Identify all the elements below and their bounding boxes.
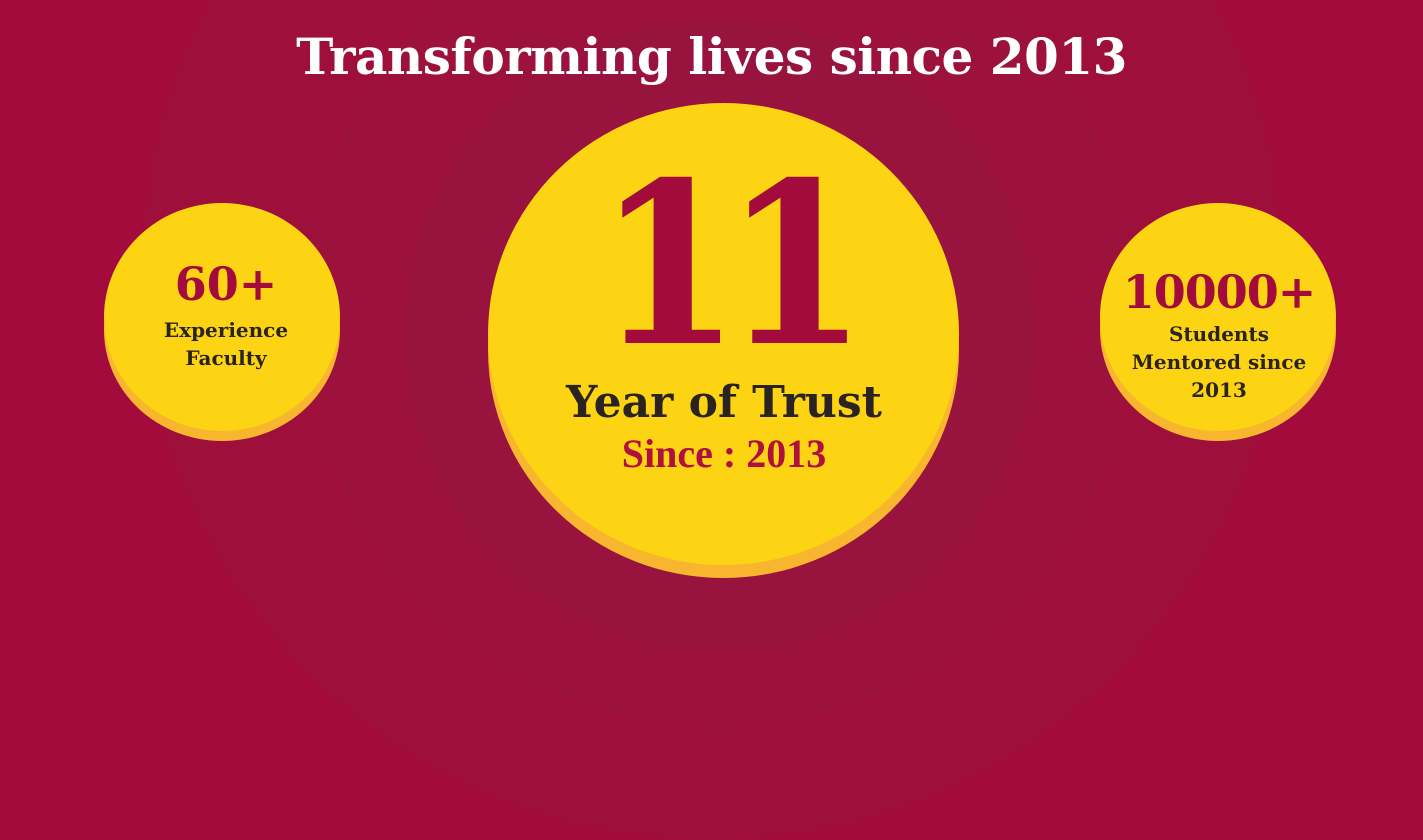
students-label-line3: 2013 [1191, 378, 1247, 402]
students-stat-badge [1100, 203, 1338, 443]
years-label: Year of Trust [566, 377, 882, 428]
faculty-label-line2: Faculty [185, 346, 267, 370]
years-stat-badge [488, 103, 960, 579]
faculty-label-line1: Experience [163, 318, 289, 342]
students-label-line1: Students [1169, 322, 1269, 346]
students-count: 10000+ [1122, 265, 1316, 319]
since-year: Since : 2013 [621, 431, 827, 476]
students-label-line2: Mentored since [1131, 350, 1307, 374]
page-title: Transforming lives since 2013 [296, 27, 1127, 86]
faculty-count: 60+ [174, 257, 278, 311]
years-count: 11 [597, 133, 851, 396]
faculty-stat-badge [104, 203, 342, 443]
